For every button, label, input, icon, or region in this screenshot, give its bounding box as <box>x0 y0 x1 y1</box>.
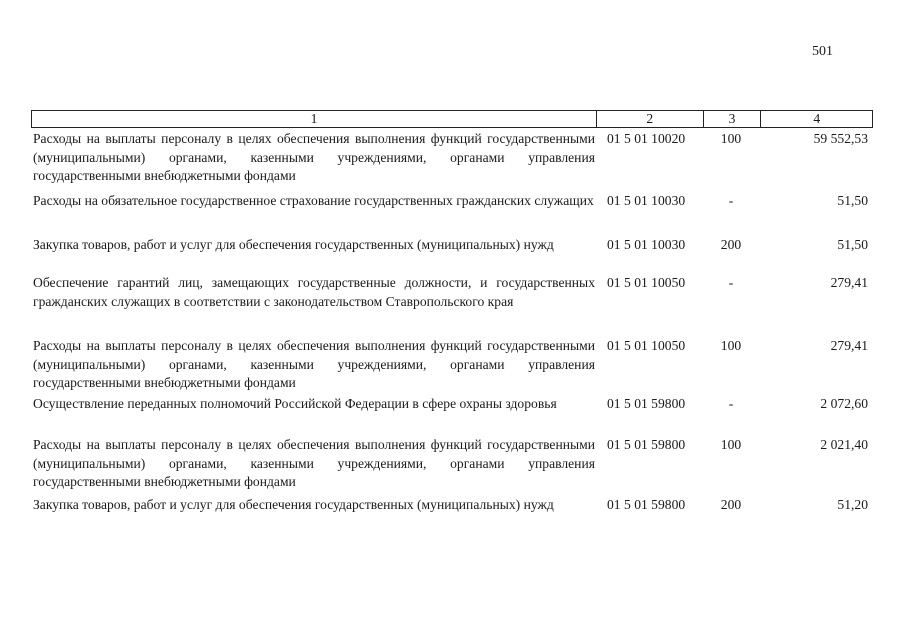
row-name: Закупка товаров, работ и услуг для обеспечения государственных (муниципальных) нужд <box>33 237 554 252</box>
row-name: Расходы на выплаты персоналу в целях обеспечения выполнения функций государственными (муниципальными) органами, казенными учреждениями, органами управления государственными внебюджетными фондами <box>33 338 595 390</box>
row-amount: 279,41 <box>830 338 868 353</box>
row-amount: 2 072,60 <box>820 396 868 411</box>
row-type: - <box>728 193 734 208</box>
row-type: 100 <box>720 131 742 146</box>
header-col-4: 4 <box>813 111 821 126</box>
row-name: Расходы на обязательное государственное страхование государственных гражданских служащих <box>33 193 594 208</box>
row-type: - <box>728 275 734 290</box>
row-type: 100 <box>720 437 742 452</box>
row-amount: 279,41 <box>830 275 868 290</box>
header-col-2: 2 <box>597 111 704 127</box>
row-code: 01 5 01 10050 <box>607 275 686 290</box>
row-type: 200 <box>720 497 742 512</box>
row-amount: 2 021,40 <box>820 437 868 452</box>
row-name: Осуществление переданных полномочий Российской Федерации в сфере охраны здоровья <box>33 396 557 411</box>
header-col-1: 1 <box>32 111 597 127</box>
row-name: Обеспечение гарантий лиц, замещающих государственные должности, и государственных гражданских служащих в соответствии с законодательством Ставропольского края <box>33 275 595 309</box>
row-amount: 51,50 <box>837 237 868 252</box>
row-amount: 51,20 <box>837 497 868 512</box>
row-code: 01 5 01 59800 <box>607 437 686 452</box>
row-name: Расходы на выплаты персоналу в целях обеспечения выполнения функций государственными (муниципальными) органами, казенными учреждениями, органами управления государственными внебюджетными фондами <box>33 437 595 489</box>
header-col-3: 3 <box>704 111 762 127</box>
row-type: 100 <box>720 338 742 353</box>
row-code: 01 5 01 59800 <box>607 497 686 512</box>
row-type: 200 <box>720 237 742 252</box>
row-amount: 59 552,53 <box>813 131 868 146</box>
row-amount: 51,50 <box>837 193 868 208</box>
row-code: 01 5 01 59800 <box>607 396 686 411</box>
row-code: 01 5 01 10030 <box>607 237 686 252</box>
row-name: Закупка товаров, работ и услуг для обеспечения государственных (муниципальных) нужд <box>33 497 554 512</box>
row-code: 01 5 01 10050 <box>607 338 686 353</box>
table-header <box>31 110 873 128</box>
row-name: Расходы на выплаты персоналу в целях обеспечения выполнения функций государственными (муниципальными) органами, казенными учреждениями, органами управления государственными внебюджетными фондами <box>33 131 595 183</box>
row-code: 01 5 01 10030 <box>607 193 686 208</box>
page-number: 501 <box>812 44 833 59</box>
row-type: - <box>728 396 734 411</box>
row-code: 01 5 01 10020 <box>607 131 686 146</box>
